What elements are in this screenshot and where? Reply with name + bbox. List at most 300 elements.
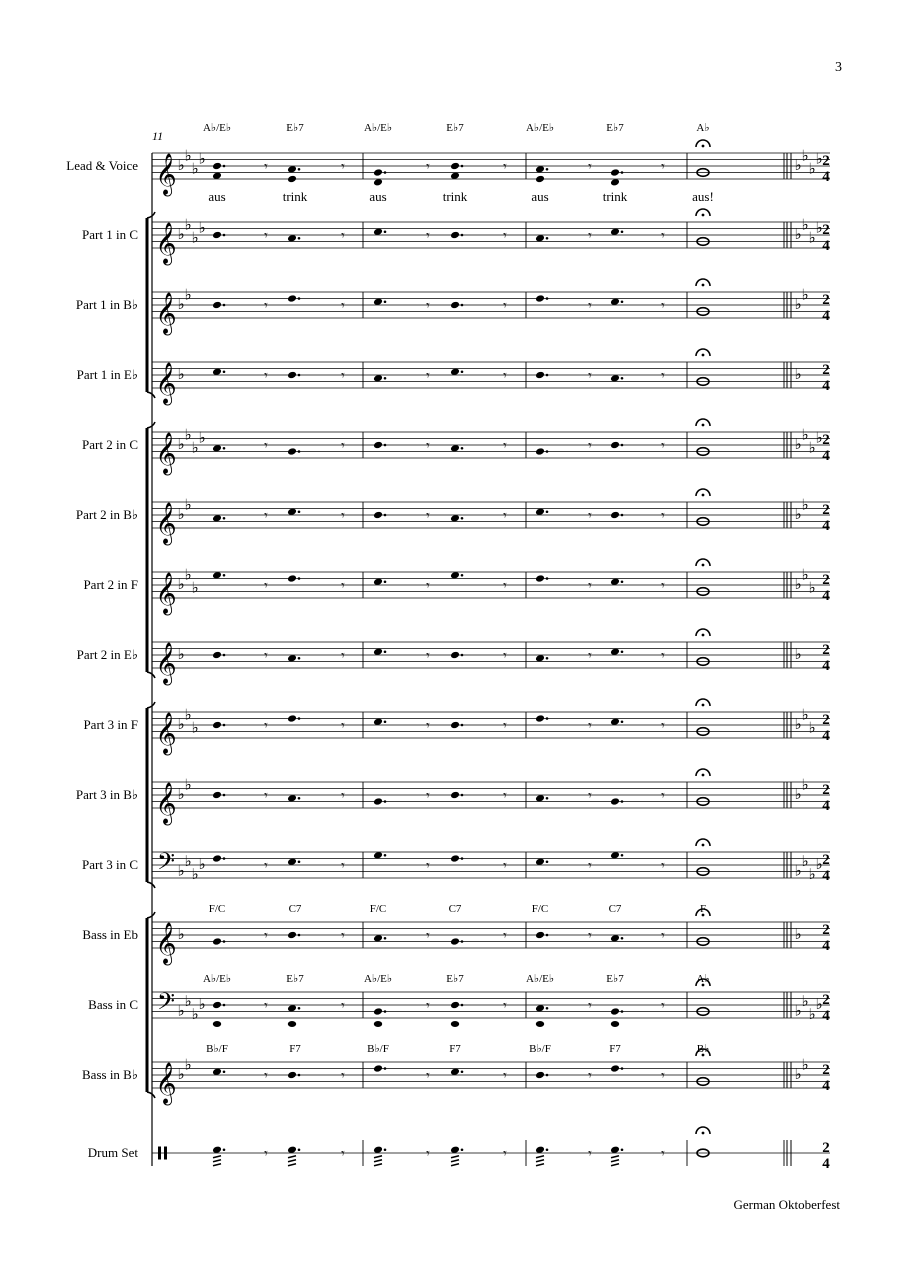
note-head xyxy=(288,1021,296,1027)
augmentation-dot xyxy=(546,168,549,171)
key-flat: ♭ xyxy=(198,430,206,447)
eighth-rest: 𝄾 xyxy=(426,299,430,314)
augmentation-dot xyxy=(621,720,624,723)
key-flat: ♭ xyxy=(177,1067,185,1083)
note-head xyxy=(212,162,222,171)
courtesy-key-flat: ♭ xyxy=(794,787,802,803)
courtesy-key-flat: ♭ xyxy=(794,158,802,174)
augmentation-dot xyxy=(298,450,301,453)
fermata-dot xyxy=(702,634,705,637)
courtesy-key-flat: ♭ xyxy=(801,993,809,1010)
courtesy-key-flat: ♭ xyxy=(815,151,823,168)
courtesy-key-flat: ♭ xyxy=(794,367,802,383)
augmentation-dot xyxy=(384,580,387,583)
bracket-hook xyxy=(147,912,155,918)
note-head xyxy=(212,651,222,660)
eighth-rest: 𝄾 xyxy=(341,859,345,874)
eighth-rest: 𝄾 xyxy=(264,999,268,1014)
augmentation-dot xyxy=(461,370,464,373)
tremolo-slash xyxy=(288,1164,296,1166)
augmentation-dot xyxy=(384,1010,387,1013)
eighth-rest: 𝄾 xyxy=(264,579,268,594)
augmentation-dot xyxy=(461,1070,464,1073)
eighth-rest: 𝄾 xyxy=(661,229,665,244)
augmentation-dot xyxy=(621,171,624,174)
augmentation-dot xyxy=(461,517,464,520)
lyric: aus xyxy=(208,189,226,204)
augmentation-dot xyxy=(546,657,549,660)
percussion-clef-bar xyxy=(158,1147,161,1160)
measure-number: 11 xyxy=(152,129,164,143)
key-flat: ♭ xyxy=(177,297,185,313)
eighth-rest: 𝄾 xyxy=(264,1069,268,1084)
augmentation-dot xyxy=(223,574,226,577)
bass-eb-chord: C7 xyxy=(448,903,462,915)
lead-chord: E♭7 xyxy=(606,122,624,134)
courtesy-key-flat: ♭ xyxy=(801,1057,809,1074)
key-flat: ♭ xyxy=(184,427,192,444)
fermata-dot xyxy=(702,1132,705,1135)
tremolo-slash xyxy=(374,1156,382,1158)
bass-bb-chord: B♭/F xyxy=(367,1043,389,1055)
eighth-rest: 𝄾 xyxy=(588,439,592,454)
eighth-rest: 𝄾 xyxy=(661,369,665,384)
eighth-rest: 𝄾 xyxy=(588,929,592,944)
note-head xyxy=(535,371,545,380)
eighth-rest: 𝄾 xyxy=(661,929,665,944)
augmentation-dot xyxy=(546,797,549,800)
note-head xyxy=(610,1064,620,1073)
key-flat: ♭ xyxy=(177,367,185,383)
augmentation-dot xyxy=(298,1074,301,1077)
time-signature-top: 2 xyxy=(822,922,830,938)
instrument-name: Part 2 in E♭ xyxy=(76,647,138,662)
staff-4 xyxy=(152,349,830,388)
time-signature-top: 2 xyxy=(822,502,830,518)
note-head xyxy=(450,791,460,800)
augmentation-dot xyxy=(621,514,624,517)
eighth-rest: 𝄾 xyxy=(588,719,592,734)
augmentation-dot xyxy=(546,237,549,240)
time-signature-top: 2 xyxy=(822,153,830,169)
bass-eb-chord: F/C xyxy=(531,903,549,915)
note-head xyxy=(535,714,545,723)
note-head xyxy=(450,854,460,863)
augmentation-dot xyxy=(223,304,226,307)
augmentation-dot xyxy=(298,657,301,660)
instrument-name: Lead & Voice xyxy=(66,158,138,173)
staff-9 xyxy=(152,699,830,738)
eighth-rest: 𝄾 xyxy=(661,299,665,314)
augmentation-dot xyxy=(384,300,387,303)
time-signature-top: 2 xyxy=(822,292,830,308)
staff-15 xyxy=(152,1127,830,1166)
eighth-rest: 𝄾 xyxy=(426,859,430,874)
fermata-dot xyxy=(702,704,705,707)
eighth-rest: 𝄾 xyxy=(661,719,665,734)
augmentation-dot xyxy=(461,724,464,727)
augmentation-dot xyxy=(223,517,226,520)
note-head xyxy=(611,1021,619,1027)
time-signature-bottom: 4 xyxy=(822,378,830,394)
augmentation-dot xyxy=(621,854,624,857)
augmentation-dot xyxy=(621,1067,624,1070)
key-flat: ♭ xyxy=(177,577,185,593)
courtesy-key-flat: ♭ xyxy=(794,577,802,593)
augmentation-dot xyxy=(384,1067,387,1070)
tremolo-slash xyxy=(374,1164,382,1166)
note-head xyxy=(450,1001,460,1010)
time-signature-top: 2 xyxy=(822,432,830,448)
augmentation-dot xyxy=(461,165,464,168)
eighth-rest: 𝄾 xyxy=(426,1069,430,1084)
eighth-rest: 𝄾 xyxy=(341,719,345,734)
eighth-rest: 𝄾 xyxy=(588,369,592,384)
augmentation-dot xyxy=(546,297,549,300)
courtesy-key-flat: ♭ xyxy=(801,777,809,794)
eighth-rest: 𝄾 xyxy=(503,859,507,874)
courtesy-key-flat: ♭ xyxy=(801,853,809,870)
bracket-hook xyxy=(147,1092,155,1098)
key-flat: ♭ xyxy=(184,497,192,514)
instrument-name: Drum Set xyxy=(87,1145,138,1160)
courtesy-key-flat: ♭ xyxy=(801,707,809,724)
key-flat: ♭ xyxy=(191,230,199,247)
courtesy-key-flat: ♭ xyxy=(815,430,823,447)
courtesy-key-flat: ♭ xyxy=(808,161,816,178)
eighth-rest: 𝄾 xyxy=(264,160,268,175)
bass-c-chord: E♭7 xyxy=(286,973,304,985)
note-head xyxy=(373,797,383,806)
augmentation-dot xyxy=(384,650,387,653)
augmentation-dot xyxy=(223,654,226,657)
bass-clef: 𝄢 xyxy=(156,849,176,881)
instrument-name: Part 1 in B♭ xyxy=(75,297,138,312)
eighth-rest: 𝄾 xyxy=(341,649,345,664)
instrument-name: Part 2 in C xyxy=(82,437,138,452)
augmentation-dot xyxy=(461,857,464,860)
augmentation-dot xyxy=(546,934,549,937)
courtesy-key-flat: ♭ xyxy=(808,1006,816,1023)
eighth-rest: 𝄾 xyxy=(341,160,345,175)
augmentation-dot xyxy=(298,374,301,377)
bracket-hook xyxy=(147,392,155,398)
instrument-name: Part 1 in E♭ xyxy=(76,367,138,382)
eighth-rest: 𝄾 xyxy=(503,789,507,804)
note-head xyxy=(287,371,297,380)
augmentation-dot xyxy=(384,854,387,857)
fermata-dot xyxy=(702,354,705,357)
augmentation-dot xyxy=(621,444,624,447)
eighth-rest: 𝄾 xyxy=(503,929,507,944)
fermata-dot xyxy=(702,424,705,427)
eighth-rest: 𝄾 xyxy=(588,229,592,244)
tremolo-slash xyxy=(611,1160,619,1162)
eighth-rest: 𝄾 xyxy=(264,929,268,944)
key-flat: ♭ xyxy=(177,863,185,880)
note-head xyxy=(212,937,222,946)
treble-clef: 𝄞 xyxy=(155,223,177,263)
note-head xyxy=(450,721,460,730)
eighth-rest: 𝄾 xyxy=(341,999,345,1014)
eighth-rest: 𝄾 xyxy=(264,1147,268,1162)
time-signature-bottom: 4 xyxy=(822,588,830,604)
footer-title: German Oktoberfest xyxy=(733,1197,840,1212)
augmentation-dot xyxy=(223,1070,226,1073)
key-flat: ♭ xyxy=(184,1057,192,1074)
bracket-hook xyxy=(147,212,155,218)
eighth-rest: 𝄾 xyxy=(264,789,268,804)
courtesy-key-flat: ♭ xyxy=(808,230,816,247)
note-head xyxy=(610,1007,620,1016)
percussion-clef-bar xyxy=(164,1147,167,1160)
bracket-hook xyxy=(147,422,155,428)
instrument-name: Bass in C xyxy=(88,997,138,1012)
eighth-rest: 𝄾 xyxy=(341,789,345,804)
lyric: trink xyxy=(282,189,308,204)
eighth-rest: 𝄾 xyxy=(341,299,345,314)
bass-c-chord: A♭ xyxy=(696,973,710,985)
courtesy-key-flat: ♭ xyxy=(794,717,802,733)
eighth-rest: 𝄾 xyxy=(426,929,430,944)
eighth-rest: 𝄾 xyxy=(264,439,268,454)
augmentation-dot xyxy=(384,444,387,447)
eighth-rest: 𝄾 xyxy=(588,299,592,314)
tremolo-slash xyxy=(611,1156,619,1158)
bass-eb-chord: F/C xyxy=(369,903,387,915)
time-signature-bottom: 4 xyxy=(822,728,830,744)
note-head xyxy=(212,301,222,310)
note-head xyxy=(287,447,297,456)
key-flat: ♭ xyxy=(177,927,185,943)
tremolo-slash xyxy=(536,1156,544,1158)
eighth-rest: 𝄾 xyxy=(264,649,268,664)
augmentation-dot xyxy=(621,1010,624,1013)
eighth-rest: 𝄾 xyxy=(341,1147,345,1162)
courtesy-key-flat: ♭ xyxy=(794,927,802,943)
lyric: trink xyxy=(442,189,468,204)
time-signature-top: 2 xyxy=(822,1062,830,1078)
courtesy-key-flat: ♭ xyxy=(801,427,809,444)
augmentation-dot xyxy=(384,1148,387,1151)
key-flat: ♭ xyxy=(184,217,192,234)
augmentation-dot xyxy=(546,1007,549,1010)
instrument-name: Part 1 in C xyxy=(82,227,138,242)
courtesy-key-flat: ♭ xyxy=(808,580,816,597)
treble-clef: 𝄞 xyxy=(155,1063,177,1103)
eighth-rest: 𝄾 xyxy=(661,999,665,1014)
time-signature-bottom: 4 xyxy=(822,1156,830,1172)
eighth-rest: 𝄾 xyxy=(588,509,592,524)
bracket-hook xyxy=(147,882,155,888)
time-signature-bottom: 4 xyxy=(822,798,830,814)
augmentation-dot xyxy=(546,1074,549,1077)
tremolo-slash xyxy=(536,1164,544,1166)
note-head xyxy=(610,441,620,450)
fermata-dot xyxy=(702,844,705,847)
note-head xyxy=(535,175,545,184)
augmentation-dot xyxy=(223,1148,226,1151)
staff-14 xyxy=(152,1049,830,1088)
key-flat: ♭ xyxy=(191,580,199,597)
fermata-dot xyxy=(702,214,705,217)
tremolo-slash xyxy=(451,1164,459,1166)
note-head xyxy=(287,175,297,184)
note-head xyxy=(450,937,460,946)
eighth-rest: 𝄾 xyxy=(264,299,268,314)
augmentation-dot xyxy=(298,717,301,720)
treble-clef: 𝄞 xyxy=(155,363,177,403)
eighth-rest: 𝄾 xyxy=(426,789,430,804)
time-signature-bottom: 4 xyxy=(822,938,830,954)
key-flat: ♭ xyxy=(191,1006,199,1023)
augmentation-dot xyxy=(621,377,624,380)
courtesy-key-flat: ♭ xyxy=(808,866,816,883)
instrument-name: Part 2 in F xyxy=(83,577,138,592)
bass-eb-chord: F xyxy=(699,903,707,915)
fermata-dot xyxy=(702,774,705,777)
lead-chord: A♭/E♭ xyxy=(202,122,232,134)
note-head xyxy=(287,574,297,583)
key-flat: ♭ xyxy=(191,161,199,178)
augmentation-dot xyxy=(461,1004,464,1007)
treble-clef: 𝄞 xyxy=(155,503,177,543)
tremolo-slash xyxy=(536,1160,544,1162)
fermata-dot xyxy=(702,284,705,287)
augmentation-dot xyxy=(546,577,549,580)
treble-clef: 𝄞 xyxy=(155,643,177,683)
time-signature-bottom: 4 xyxy=(822,1078,830,1094)
note-head xyxy=(212,231,222,240)
time-signature-bottom: 4 xyxy=(822,868,830,884)
bass-c-chord: A♭/E♭ xyxy=(202,973,232,985)
fermata-dot xyxy=(702,145,705,148)
eighth-rest: 𝄾 xyxy=(426,439,430,454)
staff-7 xyxy=(152,559,830,598)
augmentation-dot xyxy=(223,370,226,373)
eighth-rest: 𝄾 xyxy=(503,579,507,594)
augmentation-dot xyxy=(384,514,387,517)
staff-2 xyxy=(152,209,830,248)
time-signature-top: 2 xyxy=(822,852,830,868)
lead-chord: A♭/E♭ xyxy=(525,122,555,134)
note-head xyxy=(610,168,620,177)
bass-bb-chord: F7 xyxy=(609,1043,621,1055)
eighth-rest: 𝄾 xyxy=(264,719,268,734)
augmentation-dot xyxy=(384,230,387,233)
note-head xyxy=(536,1021,544,1027)
courtesy-key-flat: ♭ xyxy=(794,1003,802,1020)
eighth-rest: 𝄾 xyxy=(503,439,507,454)
tremolo-slash xyxy=(288,1156,296,1158)
eighth-rest: 𝄾 xyxy=(264,509,268,524)
eighth-rest: 𝄾 xyxy=(503,999,507,1014)
augmentation-dot xyxy=(223,794,226,797)
eighth-rest: 𝄾 xyxy=(661,579,665,594)
note-head xyxy=(287,931,297,940)
key-flat: ♭ xyxy=(184,567,192,584)
tremolo-slash xyxy=(213,1164,221,1166)
tremolo-slash xyxy=(213,1156,221,1158)
time-signature-top: 2 xyxy=(822,222,830,238)
note-head xyxy=(213,1021,221,1027)
augmentation-dot xyxy=(223,940,226,943)
note-head xyxy=(287,294,297,303)
augmentation-dot xyxy=(546,510,549,513)
key-flat: ♭ xyxy=(177,158,185,174)
eighth-rest: 𝄾 xyxy=(426,229,430,244)
time-signature-bottom: 4 xyxy=(822,238,830,254)
eighth-rest: 𝄾 xyxy=(341,229,345,244)
tremolo-slash xyxy=(451,1160,459,1162)
eighth-rest: 𝄾 xyxy=(661,649,665,664)
lyric: aus xyxy=(531,189,549,204)
eighth-rest: 𝄾 xyxy=(503,160,507,175)
lyric: aus! xyxy=(692,189,714,204)
tremolo-slash xyxy=(611,1164,619,1166)
key-flat: ♭ xyxy=(177,437,185,453)
lead-chord: A♭/E♭ xyxy=(363,122,393,134)
eighth-rest: 𝄾 xyxy=(426,579,430,594)
augmentation-dot xyxy=(223,1004,226,1007)
bass-bb-chord: F7 xyxy=(289,1043,301,1055)
eighth-rest: 𝄾 xyxy=(588,649,592,664)
key-flat: ♭ xyxy=(184,148,192,165)
time-signature-bottom: 4 xyxy=(822,308,830,324)
instrument-name: Bass in B♭ xyxy=(82,1067,138,1082)
bass-clef: 𝄢 xyxy=(156,989,176,1021)
bass-c-chord: A♭/E♭ xyxy=(363,973,393,985)
lyric: aus xyxy=(369,189,387,204)
fermata-dot xyxy=(702,494,705,497)
bass-eb-chord: F/C xyxy=(208,903,226,915)
bass-bb-chord: B♭ xyxy=(696,1043,710,1055)
augmentation-dot xyxy=(298,168,301,171)
courtesy-key-flat: ♭ xyxy=(794,227,802,243)
augmentation-dot xyxy=(298,934,301,937)
eighth-rest: 𝄾 xyxy=(503,1147,507,1162)
eighth-rest: 𝄾 xyxy=(341,579,345,594)
key-flat: ♭ xyxy=(177,717,185,733)
staff-5 xyxy=(152,419,830,458)
fermata-dot xyxy=(702,564,705,567)
treble-clef: 𝄞 xyxy=(155,923,177,963)
note-head xyxy=(212,791,222,800)
note-head xyxy=(374,1021,382,1027)
courtesy-key-flat: ♭ xyxy=(801,217,809,234)
eighth-rest: 𝄾 xyxy=(503,1069,507,1084)
time-signature-bottom: 4 xyxy=(822,169,830,185)
key-flat: ♭ xyxy=(191,720,199,737)
note-head xyxy=(450,231,460,240)
key-flat: ♭ xyxy=(184,707,192,724)
augmentation-dot xyxy=(298,297,301,300)
courtesy-key-flat: ♭ xyxy=(808,720,816,737)
key-flat: ♭ xyxy=(184,853,192,870)
courtesy-key-flat: ♭ xyxy=(815,857,823,873)
eighth-rest: 𝄾 xyxy=(341,1069,345,1084)
eighth-rest: 𝄾 xyxy=(588,999,592,1014)
tremolo-slash xyxy=(374,1160,382,1162)
staff-8 xyxy=(152,629,830,668)
instrument-name: Part 3 in B♭ xyxy=(75,787,138,802)
eighth-rest: 𝄾 xyxy=(661,1147,665,1162)
courtesy-key-flat: ♭ xyxy=(794,647,802,663)
note-head xyxy=(373,441,383,450)
treble-clef: 𝄞 xyxy=(155,573,177,613)
key-flat: ♭ xyxy=(177,227,185,243)
eighth-rest: 𝄾 xyxy=(588,789,592,804)
